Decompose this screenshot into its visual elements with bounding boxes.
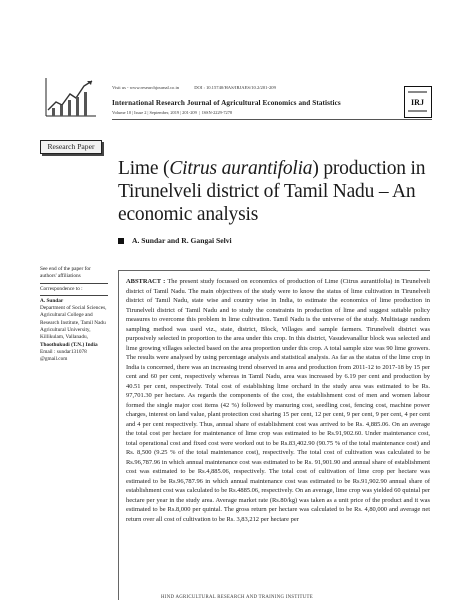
authors: A. Sundar and R. Gangai Selvi — [132, 236, 232, 245]
abstract-block — [118, 270, 430, 600]
doi-text: DOI : 10.15740/HAS/IRJAES/10.2/201-209 — [194, 85, 276, 90]
paper-title: Lime (Citrus aurantifolia) production in Tirunelveli district of Tamil Nadu – An economic analysis — [118, 158, 426, 225]
header-rule — [112, 119, 432, 120]
abstract-label: ABSTRACT : — [126, 278, 166, 285]
paper-type-label: Research Paper — [40, 140, 102, 154]
header-meta-line — [112, 85, 276, 90]
journal-website[interactable]: Visit us - www.researchjournal.co.in — [112, 85, 180, 90]
email[interactable]: Email : sundar131078 @gmail.com — [40, 348, 87, 363]
bullet-square-icon — [118, 238, 124, 244]
journal-name: International Research Journal of Agricultural Economics and Statistics — [112, 99, 341, 107]
badge-text: IRJ — [411, 98, 424, 107]
corresponding-author: A. Sundar — [40, 297, 64, 304]
see-end-note: See end of the paper for authors' affiliations — [40, 266, 91, 280]
volume-issue: Volume 10 | Issue 2 | September, 2019 | 201-209 — [112, 110, 197, 115]
author-line — [118, 236, 232, 245]
volume-line: Volume 10 | Issue 2 | September, 2019 | 201-209 | ISSN-2229-7278 — [112, 110, 233, 115]
journal-badge-icon — [404, 86, 432, 118]
abstract-text: The present study focussed on economics of production of Lime (Citrus aurantifolia) in Tirunelveli district of Tamil Nadu. The main objectives of the study were to know the status of lime cultivation in Tirunelveli district of Tamil Nadu, state wise and country wise in India, to estimate the economics of lime production in Tirunelveli district of Tamil Nadu and to study the constraints in production of lime and suggest suitable policy measures to overcome this problem in lime cultivation. Tamil Nadu is the universe of the study. Multistage random sampling method was used viz., state, district, Block, Villages and sample farmers. Tirunelveli district was purposively selected in proportion to the area under this crop. In this district, Vasudevanallur block was selected and lime growing villages selected based on the area proportion under this crop. A total sample size was 90 lime growers. The results were analysed by using percentage analysis and statistical analysis. As far as the status of the lime crop in India is concerned, there was an increasing trend observed in area and production from 2011-12 to 2017-18 by 15 per cent and 60 per cent, respectively whereas in Tamil Nadu, area was increased by 6.19 per cent and production by 40.51 per cent, respectively. Total cost of establishing lime orchard in the study area was estimated to be Rs. 97,701.30 per hectare. As regards the components of the cost, the establishment cost of men and women labour formed the single major cost items (42 %) followed by manuring cost, seedling cost, fencing cost, machine power charges, interest on land value, plant protection cost sharing 15 per cent, 12 per cent, 9 per cent, 9 per cent, 4 per cent and 4 per cent respectively. Thus, annual share of establishment cost was arrived to be Rs. 4,885.06. On an average the total cost per hectare for maintenance of lime crop was estimated to be Rs.91,902.60. Under maintenance cost, total operational cost and fixed cost were worked out to be Rs.83,402.90 (90.75 % of the total maintenance cost) and Rs. 8,500 (9.25 % of the total maintenance cost), respectively. The total cost of cultivation was calculated to be Rs.96,787.96 in which annual maintenance cost was estimated to be Rs. 91,901.90 and annual share of establishment cost was estimated to be Rs.4,885.06, respectively. The total cost of cultivation of lime crop per hectare was estimated to be Rs.96,787.96 in which annual maintenance cost was estimated to be Rs.91,902.90 annual share of establishment cost was calculated to be Rs.4885.06, respectively. On an average, lime crop was yielded 60 quintal per hectare per year in the study area. Average market rate (Rs.80/kg) was taken as a unit price of the product and it was estimated to be Rs.8,000 per quintal. The gross return per hectare was calculated to be Rs. 4,80,000 and average net return over all cost of cultivation to be Rs. 3,83,212 per hectare per — [126, 278, 430, 523]
affiliation: Department of Social Sciences, Agricultural College and Research Institute, Tamil Nadu Agricultural University, Killikulam, Vallanadu, — [40, 305, 107, 341]
species-name: Citrus aurantifolia — [169, 158, 313, 179]
publisher-footer: HIND AGRICULTURAL RESEARCH AND TRAINING INSTITUTE — [161, 595, 313, 600]
location: Thoothukudi (T.N.) India — [40, 341, 98, 348]
author-affiliation-column — [40, 266, 108, 364]
correspondence-label: Correspondence to : — [40, 285, 83, 292]
journal-logo-icon — [40, 72, 100, 122]
issn: ISSN-2229-7278 — [202, 110, 233, 115]
